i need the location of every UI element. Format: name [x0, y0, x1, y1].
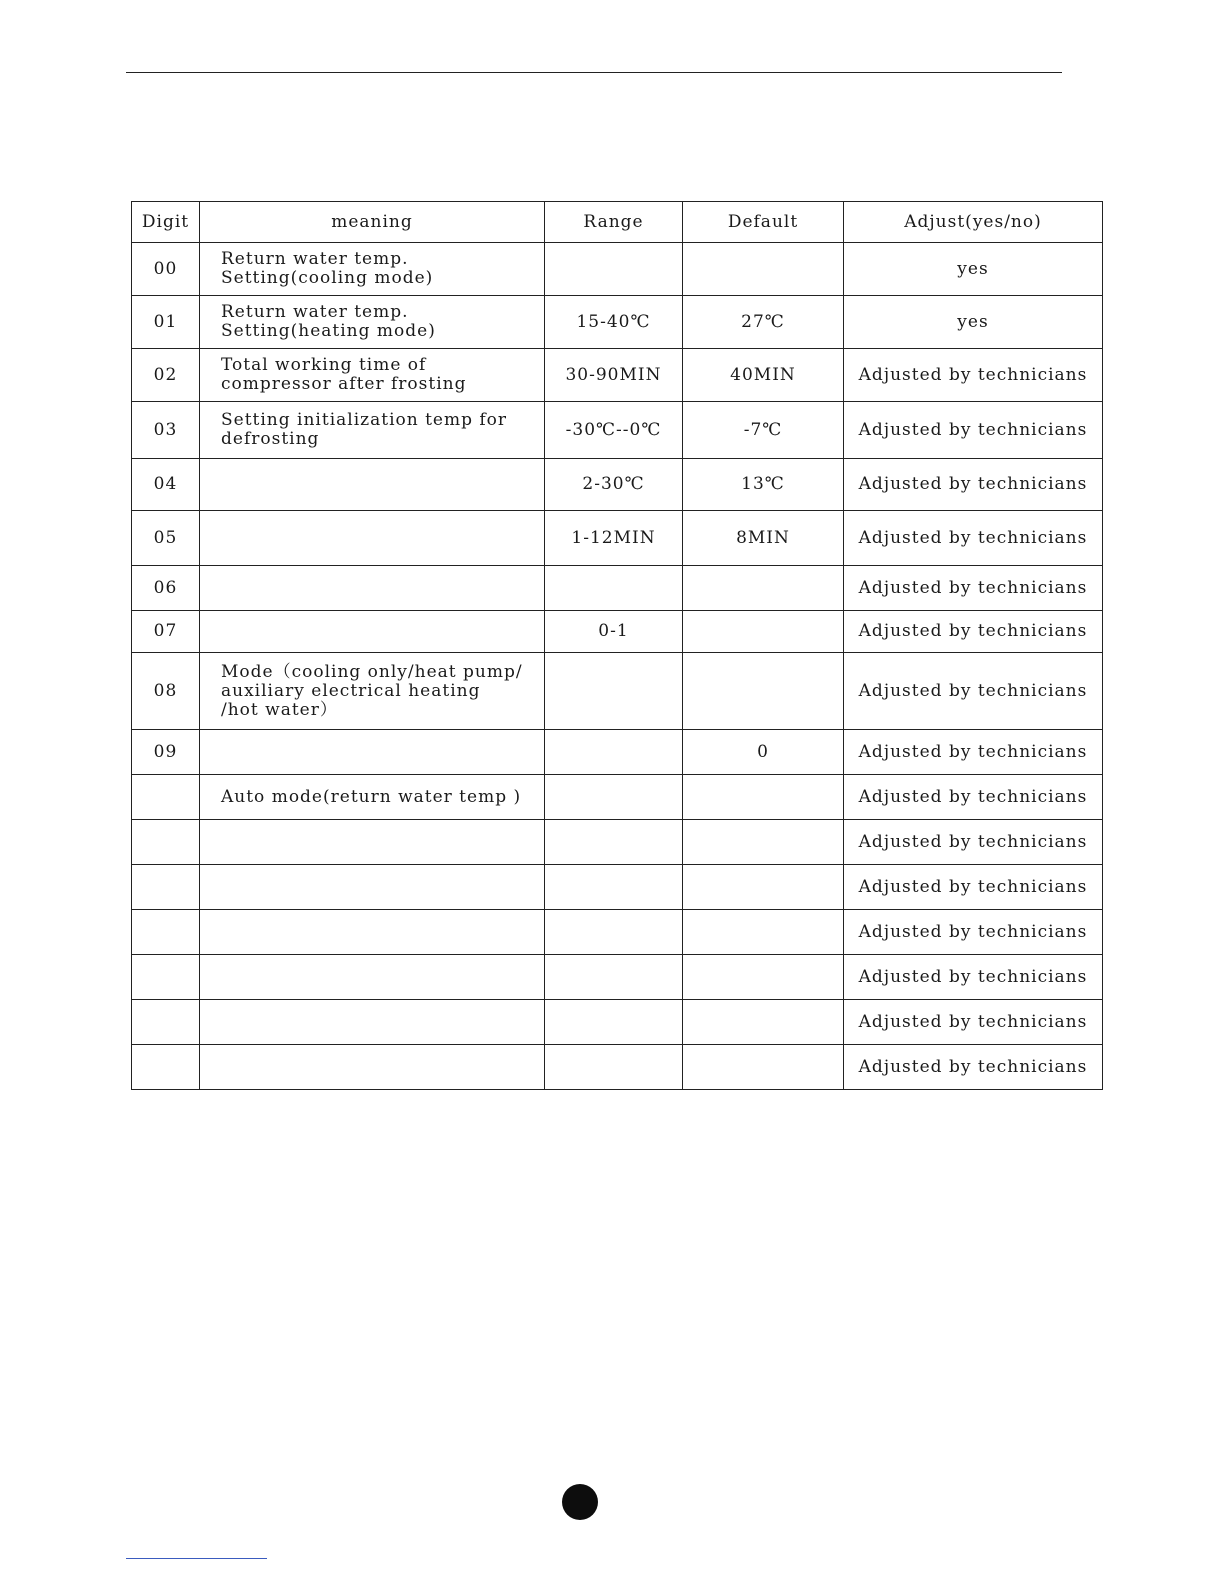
table-row	[132, 349, 1103, 402]
table-row	[132, 865, 1103, 910]
header-range: Range	[545, 202, 683, 243]
cell-adjust: Adjusted by technicians	[844, 611, 1103, 653]
cell-default	[683, 566, 844, 611]
table-row	[132, 1045, 1103, 1090]
cell-default	[683, 653, 844, 730]
cell-range	[545, 1045, 683, 1090]
cell-adjust: Adjusted by technicians	[844, 955, 1103, 1000]
cell-meaning	[200, 1000, 545, 1045]
cell-meaning	[200, 820, 545, 865]
cell-default: 40MIN	[683, 349, 844, 402]
cell-meaning	[200, 910, 545, 955]
cell-range	[545, 820, 683, 865]
cell-adjust: Adjusted by technicians	[844, 910, 1103, 955]
cell-range: 15-40℃	[545, 296, 683, 349]
cell-meaning: Setting initialization temp for defrosting	[200, 402, 545, 459]
cell-range	[545, 653, 683, 730]
cell-range	[545, 955, 683, 1000]
cell-meaning: Return water temp. Setting(cooling mode)	[200, 243, 545, 296]
cell-default: 13℃	[683, 459, 844, 511]
cell-digit: 06	[132, 566, 200, 611]
cell-range	[545, 910, 683, 955]
cell-default: 27℃	[683, 296, 844, 349]
cell-range: 2-30℃	[545, 459, 683, 511]
header-adjust: Adjust(yes/no)	[844, 202, 1103, 243]
cell-adjust: Adjusted by technicians	[844, 775, 1103, 820]
table-row	[132, 566, 1103, 611]
parameter-table	[131, 201, 1103, 1090]
cell-range: 30-90MIN	[545, 349, 683, 402]
table-row	[132, 955, 1103, 1000]
cell-digit: 02	[132, 349, 200, 402]
cell-default	[683, 1000, 844, 1045]
table-row	[132, 653, 1103, 730]
table-row	[132, 820, 1103, 865]
cell-meaning	[200, 955, 545, 1000]
cell-meaning	[200, 511, 545, 566]
cell-digit: 05	[132, 511, 200, 566]
page-number-dot	[562, 1484, 598, 1520]
cell-range: 1-12MIN	[545, 511, 683, 566]
cell-default: 0	[683, 730, 844, 775]
cell-range	[545, 243, 683, 296]
cell-default	[683, 865, 844, 910]
cell-default: 8MIN	[683, 511, 844, 566]
cell-digit: 07	[132, 611, 200, 653]
cell-digit	[132, 820, 200, 865]
table-row	[132, 511, 1103, 566]
cell-default	[683, 775, 844, 820]
cell-digit	[132, 775, 200, 820]
cell-range	[545, 730, 683, 775]
table-row	[132, 459, 1103, 511]
cell-meaning	[200, 611, 545, 653]
footer-rule	[126, 1558, 267, 1559]
header-row	[132, 202, 1103, 243]
cell-adjust: Adjusted by technicians	[844, 511, 1103, 566]
table-row	[132, 243, 1103, 296]
table-row	[132, 402, 1103, 459]
cell-adjust: Adjusted by technicians	[844, 820, 1103, 865]
cell-meaning	[200, 1045, 545, 1090]
table-row	[132, 730, 1103, 775]
cell-adjust: Adjusted by technicians	[844, 566, 1103, 611]
header-meaning: meaning	[200, 202, 545, 243]
cell-default	[683, 1045, 844, 1090]
header-digit: Digit	[132, 202, 200, 243]
cell-adjust: Adjusted by technicians	[844, 402, 1103, 459]
cell-digit	[132, 955, 200, 1000]
cell-digit: 01	[132, 296, 200, 349]
cell-meaning: Auto mode(return water temp )	[200, 775, 545, 820]
cell-meaning	[200, 459, 545, 511]
table-row	[132, 1000, 1103, 1045]
cell-default	[683, 910, 844, 955]
cell-meaning: Mode（cooling only/heat pump/ auxiliary electrical heating /hot water）	[200, 653, 545, 730]
table-row	[132, 775, 1103, 820]
header-default: Default	[683, 202, 844, 243]
table-row	[132, 296, 1103, 349]
cell-default	[683, 955, 844, 1000]
cell-digit	[132, 1000, 200, 1045]
cell-default	[683, 820, 844, 865]
cell-digit	[132, 1045, 200, 1090]
cell-range	[545, 1000, 683, 1045]
cell-meaning: Total working time of compressor after frosting	[200, 349, 545, 402]
cell-adjust: Adjusted by technicians	[844, 1000, 1103, 1045]
cell-range	[545, 566, 683, 611]
cell-default	[683, 611, 844, 653]
header-rule	[126, 72, 1062, 73]
table-row	[132, 611, 1103, 653]
cell-meaning	[200, 865, 545, 910]
cell-digit	[132, 910, 200, 955]
cell-meaning	[200, 566, 545, 611]
cell-meaning	[200, 730, 545, 775]
cell-adjust: Adjusted by technicians	[844, 865, 1103, 910]
cell-range: -30℃--0℃	[545, 402, 683, 459]
cell-range: 0-1	[545, 611, 683, 653]
cell-adjust: Adjusted by technicians	[844, 1045, 1103, 1090]
cell-digit: 04	[132, 459, 200, 511]
cell-digit: 00	[132, 243, 200, 296]
cell-adjust: yes	[844, 243, 1103, 296]
cell-range	[545, 865, 683, 910]
cell-digit	[132, 865, 200, 910]
cell-adjust: Adjusted by technicians	[844, 349, 1103, 402]
cell-digit: 03	[132, 402, 200, 459]
cell-adjust: Adjusted by technicians	[844, 459, 1103, 511]
cell-adjust: Adjusted by technicians	[844, 653, 1103, 730]
cell-meaning: Return water temp. Setting(heating mode)	[200, 296, 545, 349]
cell-range	[545, 775, 683, 820]
cell-adjust: Adjusted by technicians	[844, 730, 1103, 775]
cell-adjust: yes	[844, 296, 1103, 349]
cell-digit: 08	[132, 653, 200, 730]
cell-digit: 09	[132, 730, 200, 775]
table-row	[132, 910, 1103, 955]
cell-default	[683, 243, 844, 296]
cell-default: -7℃	[683, 402, 844, 459]
